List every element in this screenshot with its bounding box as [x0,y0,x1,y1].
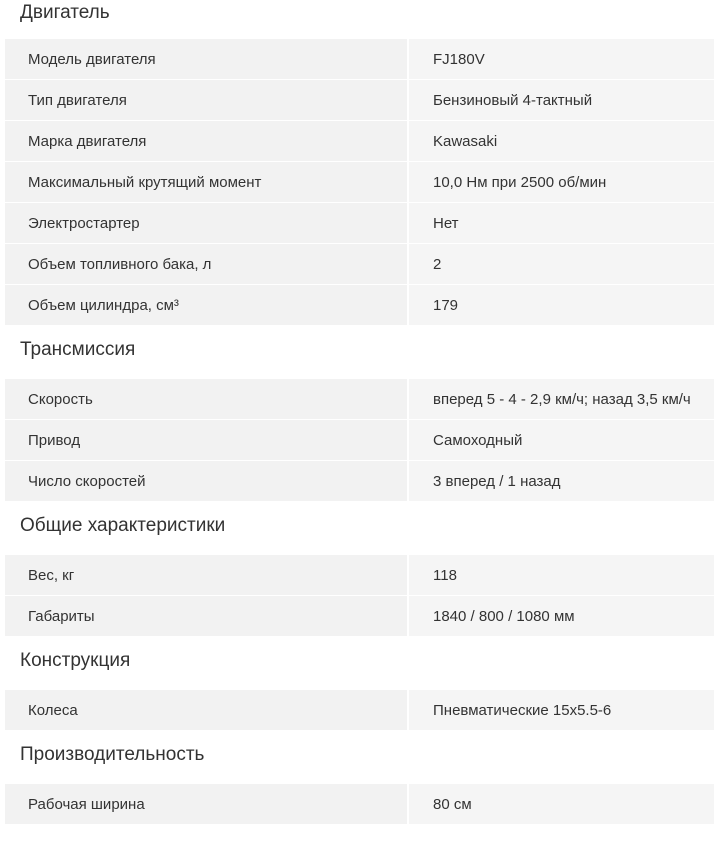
section-construction [0,636,714,730]
section-title: Общие характеристики [20,515,226,536]
spec-row [5,285,714,325]
spec-row [5,379,714,420]
spec-row [5,39,714,80]
spec-row [5,244,714,285]
spec-name: Максимальный крутящий момент [5,162,409,202]
spec-name: Габариты [5,596,409,636]
spec-table [5,555,714,636]
spec-value: 3 вперед / 1 назад [409,461,714,501]
spec-table [5,690,714,730]
spec-name: Модель двигателя [5,39,409,79]
spec-name: Объем цилиндра, см³ [5,285,409,325]
spec-row [5,420,714,461]
section-title: Трансмиссия [20,339,136,360]
spec-row [5,162,714,203]
spec-value: Нет [409,203,714,243]
spec-value: Kawasaki [409,121,714,161]
spec-value: Самоходный [409,420,714,460]
spec-value: 179 [409,285,714,325]
spec-name: Электростартер [5,203,409,243]
section-title: Двигатель [20,2,110,23]
spec-name: Колеса [5,690,409,730]
spec-value: 80 см [409,784,714,824]
spec-table [5,379,714,501]
section-transmission [0,325,714,501]
spec-row [5,80,714,121]
spec-name: Вес, кг [5,555,409,595]
spec-value: Пневматические 15x5.5-6 [409,690,714,730]
spec-row [5,784,714,824]
spec-name: Рабочая ширина [5,784,409,824]
spec-name: Марка двигателя [5,121,409,161]
spec-name: Тип двигателя [5,80,409,120]
spec-name: Скорость [5,379,409,419]
spec-row [5,690,714,730]
section-performance [0,730,714,824]
spec-value: 10,0 Нм при 2500 об/мин [409,162,714,202]
spec-value: вперед 5 - 4 - 2,9 км/ч; назад 3,5 км/ч [409,379,714,419]
spec-value: 2 [409,244,714,284]
spec-value: 118 [409,555,714,595]
spec-value: 1840 / 800 / 1080 мм [409,596,714,636]
spec-table [5,39,714,325]
spec-row [5,596,714,636]
section-title: Производительность [20,744,205,765]
spec-value: Бензиновый 4-тактный [409,80,714,120]
spec-table [5,784,714,824]
spec-value: FJ180V [409,39,714,79]
section-general [0,501,714,636]
spec-row [5,203,714,244]
spec-name: Объем топливного бака, л [5,244,409,284]
section-title: Конструкция [20,650,131,671]
section-engine [0,0,714,325]
spec-name: Привод [5,420,409,460]
spec-name: Число скоростей [5,461,409,501]
spec-row [5,121,714,162]
spec-row [5,461,714,501]
spec-row [5,555,714,596]
